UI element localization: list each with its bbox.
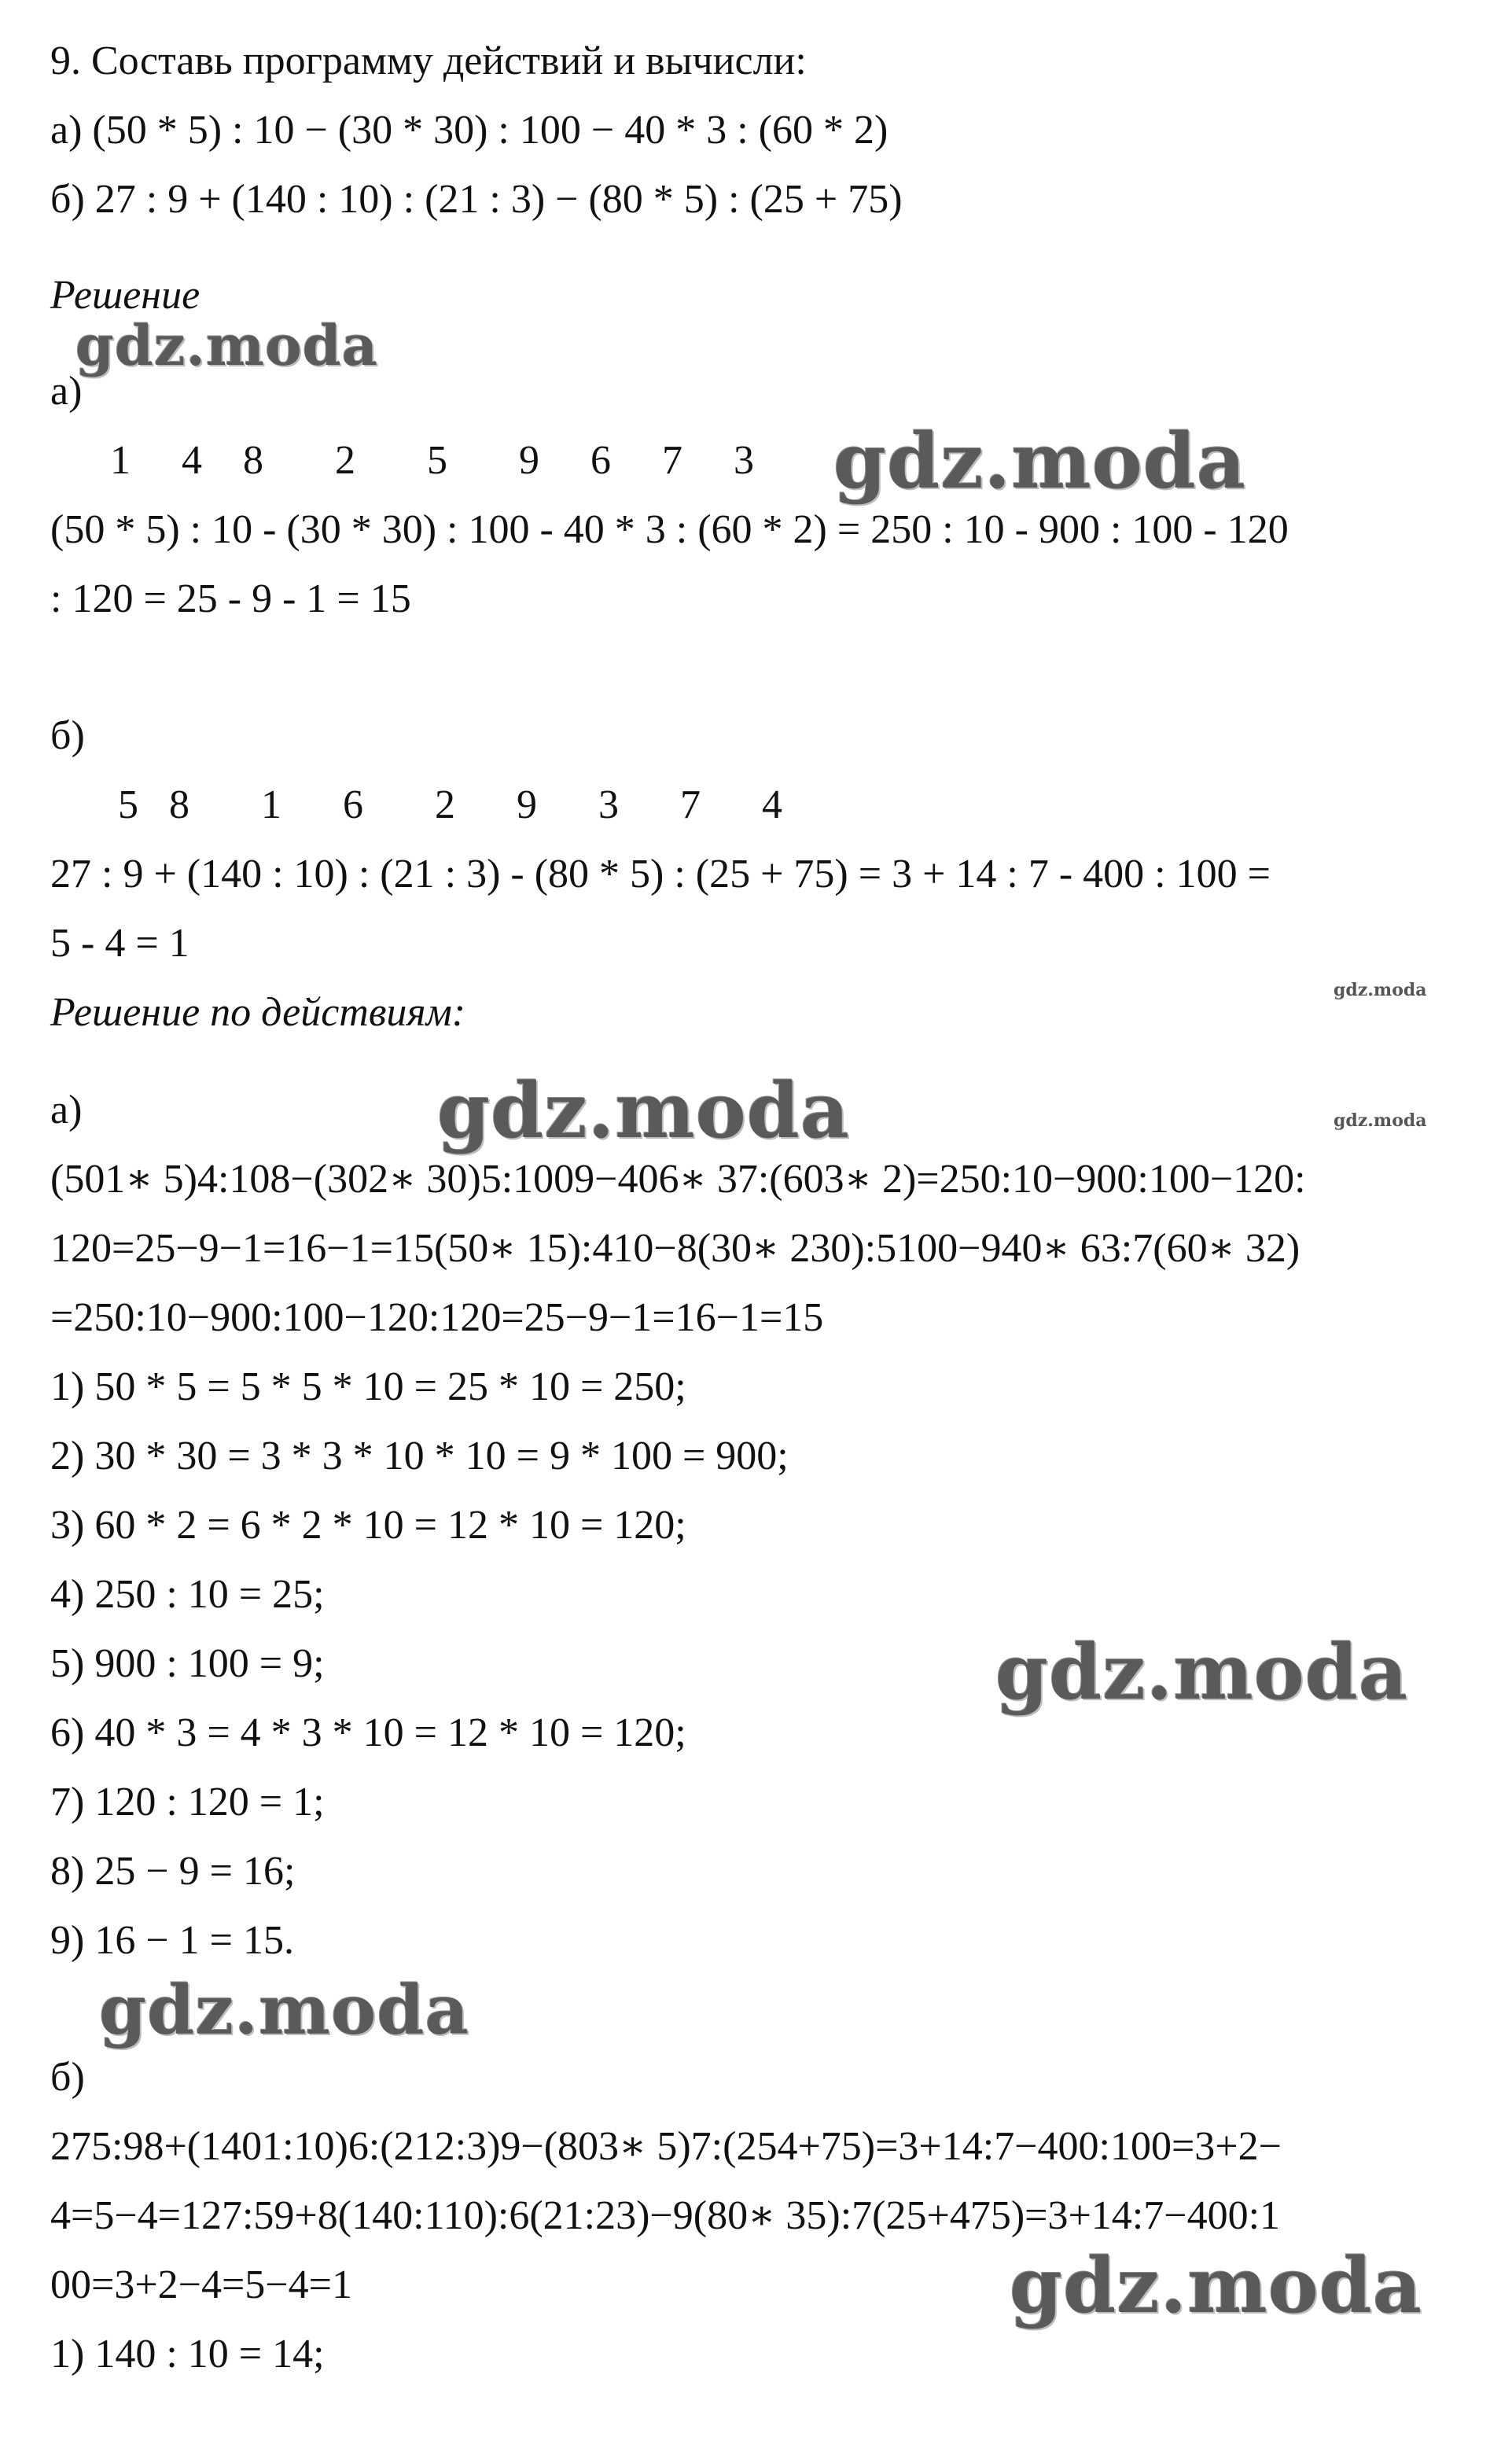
steps-heading: Решение по действиям: [50, 990, 466, 1035]
steps-b-expr-line: 275:98+(1401:10)6:(212:3)9−(803∗ 5)7:(254+75)=3+14:7−400:100=3+2− [50, 2124, 1282, 2169]
steps-b-expr-line: 00=3+2−4=5−4=1 [50, 2262, 352, 2307]
task-title: 9. Составь программу действий и вычисли: [50, 39, 807, 83]
solution-a-order: 1 4 8 2 5 9 6 7 3 [110, 438, 754, 483]
steps-a-step: 5) 900 : 100 = 9; [50, 1641, 325, 1686]
task-a: а) (50 * 5) : 10 − (30 * 30) : 100 − 40 * 3 : (60 * 2) [50, 108, 888, 153]
steps-a-step: 7) 120 : 120 = 1; [50, 1780, 325, 1824]
solution-a-line1: (50 * 5) : 10 - (30 * 30) : 100 - 40 * 3 : (60 * 2) = 250 : 10 - 900 : 100 - 120 [50, 507, 1289, 552]
steps-a-step: 4) 250 : 10 = 25; [50, 1572, 325, 1617]
watermark: gdz.moda [995, 1628, 1409, 1717]
solution-b-label: б) [50, 713, 85, 758]
steps-b-label: б) [50, 2055, 85, 2100]
solution-b-line2: 5 - 4 = 1 [50, 921, 189, 966]
steps-a-step: 1) 50 * 5 = 5 * 5 * 10 = 25 * 10 = 250; [50, 1364, 686, 1409]
steps-a-expr-line: (501∗ 5)4:108−(302∗ 30)5:1009−406∗ 37:(603∗ 2)=250:10−900:100−120: [50, 1157, 1306, 1202]
steps-a-step: 8) 25 − 9 = 16; [50, 1849, 296, 1894]
solution-heading: Решение [50, 273, 200, 318]
watermark-small: gdz.moda [1334, 980, 1427, 1000]
steps-a-expr-line: 120=25−9−1=16−1=15(50∗ 15):410−8(30∗ 230):5100−940∗ 63:7(60∗ 32) [50, 1226, 1300, 1271]
steps-a-step: 3) 60 * 2 = 6 * 2 * 10 = 12 * 10 = 120; [50, 1503, 686, 1548]
solution-a-line2: : 120 = 25 - 9 - 1 = 15 [50, 576, 411, 621]
watermark-small: gdz.moda [1334, 1110, 1427, 1131]
steps-a-step: 6) 40 * 3 = 4 * 3 * 10 = 12 * 10 = 120; [50, 1710, 686, 1755]
watermark: gdz.moda [437, 1066, 851, 1155]
steps-a-step: 9) 16 − 1 = 15. [50, 1918, 294, 1963]
steps-b-step: 1) 140 : 10 = 14; [50, 2332, 325, 2376]
watermark: gdz.moda [833, 417, 1247, 506]
steps-a-step: 2) 30 * 30 = 3 * 3 * 10 * 10 = 9 * 100 = 900; [50, 1434, 789, 1478]
solution-b-order: 5 8 1 6 2 9 3 7 4 [118, 782, 782, 827]
watermark: gdz.moda [75, 313, 379, 378]
watermark: gdz.moda [1010, 2241, 1423, 2330]
solution-a-label: а) [50, 369, 83, 414]
steps-a-expr-line: =250:10−900:100−120:120=25−9−1=16−1=15 [50, 1295, 824, 1340]
watermark: gdz.moda [99, 1971, 470, 2050]
steps-a-label: а) [50, 1088, 83, 1132]
solution-b-line1: 27 : 9 + (140 : 10) : (21 : 3) - (80 * 5) : (25 + 75) = 3 + 14 : 7 - 400 : 100 = [50, 852, 1271, 896]
task-b: б) 27 : 9 + (140 : 10) : (21 : 3) − (80 * 5) : (25 + 75) [50, 177, 903, 222]
steps-b-expr-line: 4=5−4=127:59+8(140:110):6(21:23)−9(80∗ 35):7(25+475)=3+14:7−400:1 [50, 2193, 1281, 2238]
